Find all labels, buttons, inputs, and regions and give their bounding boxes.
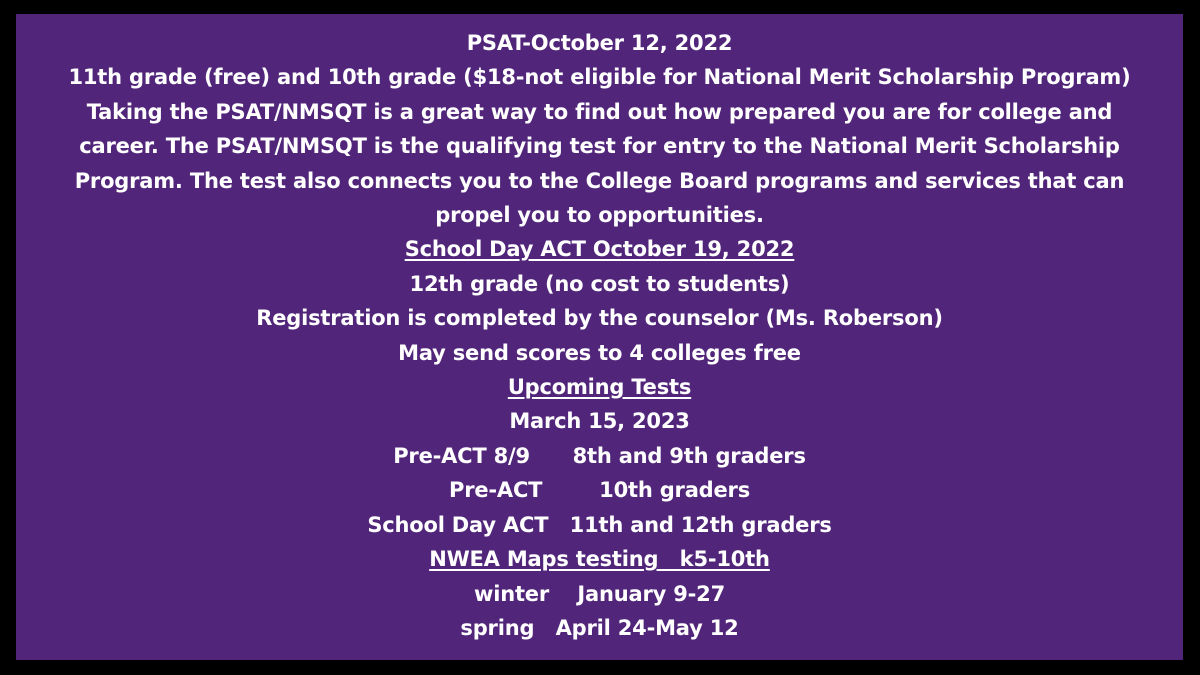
upcoming-title: Upcoming Tests	[507, 375, 692, 400]
act-scores: May send scores to 4 colleges free	[398, 340, 801, 365]
upcoming-test-pre-act: Pre-ACT 10th graders	[449, 478, 750, 503]
act-grade: 12th grade (no cost to students)	[409, 271, 790, 296]
nwea-winter: winter January 9-27	[474, 581, 725, 606]
upcoming-test-school-day-act: School Day ACT 11th and 12th graders	[367, 512, 832, 537]
psat-title: PSAT-October 12, 2022	[466, 31, 733, 55]
act-registration: Registration is completed by the counselor (Ms. Roberson)	[256, 306, 943, 331]
psat-description: Taking the PSAT/NMSQT is a great way to find out how prepared you are for college and career. The PSAT/NMSQT is the qualifying test for entry to the National Merit Scholarship Program. The test also connects you to the College Board programs and services that can propel you to opportunities.	[74, 99, 1125, 228]
nwea-title: NWEA Maps testing k5-10th	[429, 547, 770, 572]
nwea-spring: spring April 24-May 12	[460, 615, 739, 640]
flyer-content	[16, 26, 1183, 645]
upcoming-date: March 15, 2023	[509, 409, 690, 434]
flyer-panel	[16, 14, 1183, 660]
upcoming-test-pre-act-8-9: Pre-ACT 8/9 8th and 9th graders	[393, 443, 806, 468]
act-title: School Day ACT October 19, 2022	[404, 237, 795, 262]
psat-grades: 11th grade (free) and 10th grade ($18-not eligible for National Merit Scholarship Program)	[68, 65, 1131, 90]
